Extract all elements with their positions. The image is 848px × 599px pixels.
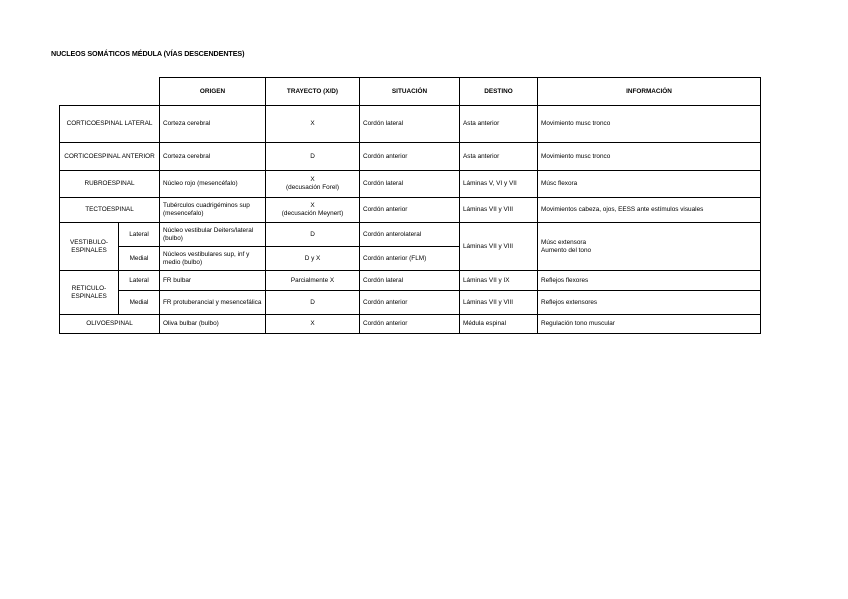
situacion-cell: Cordón anterior (360, 198, 460, 223)
header-destino: DESTINO (460, 78, 538, 106)
trayecto-note: (decusación Meynert) (281, 210, 344, 217)
situacion-cell: Cordón anterior (FLM) (360, 247, 460, 271)
table-row (60, 171, 761, 198)
trayecto-cell (266, 198, 360, 223)
informacion-cell: Reflejos extensores (538, 291, 761, 315)
origen-cell: FR bulbar (160, 271, 266, 291)
header-row (60, 78, 761, 106)
pathway-name: VESTIBULO-ESPINALES (60, 223, 119, 271)
header-informacion: INFORMACIÓN (538, 78, 761, 106)
trayecto-cell: X (266, 315, 360, 334)
header-trayecto: TRAYECTO (X/D) (266, 78, 360, 106)
origen-cell: Corteza cerebral (160, 143, 266, 171)
informacion-line: Aumento del tono (541, 246, 592, 254)
pathway-name: RUBROESPINAL (60, 171, 160, 198)
informacion-cell: Movimiento musc tronco (538, 106, 761, 143)
pathway-name: CORTICOESPINAL LATERAL (60, 106, 160, 143)
situacion-cell: Cordón anterior (360, 291, 460, 315)
destino-cell: Médula espinal (460, 315, 538, 334)
table-row (60, 223, 761, 247)
trayecto-note: (decusación Forel) (286, 184, 339, 191)
table-row (60, 315, 761, 334)
pathway-name: RETICULO-ESPINALES (60, 271, 119, 315)
destino-cell: Asta anterior (460, 106, 538, 143)
destino-cell: Láminas V, VI y VII (460, 171, 538, 198)
header-situacion: SITUACIÓN (360, 78, 460, 106)
header-origen: ORIGEN (160, 78, 266, 106)
subpathway-label: Lateral (119, 271, 160, 291)
situacion-cell: Cordón anterolateral (360, 223, 460, 247)
origen-cell: Núcleo vestibular Deiters/lateral (bulbo) (160, 223, 266, 247)
trayecto-cell (266, 171, 360, 198)
informacion-cell (538, 223, 761, 271)
situacion-cell: Cordón lateral (360, 106, 460, 143)
table-row (60, 143, 761, 171)
table-row (60, 271, 761, 291)
subpathway-label: Medial (119, 291, 160, 315)
origen-cell: Tubérculos cuadrigéminos sup (mesencefalo) (160, 198, 266, 223)
header-blank-cell (60, 78, 160, 106)
situacion-cell: Cordón lateral (360, 271, 460, 291)
origen-cell: FR protuberancial y mesencefálica (160, 291, 266, 315)
trayecto-cell: D y X (266, 247, 360, 271)
table-row (60, 106, 761, 143)
document-title: NUCLEOS SOMÁTICOS MÉDULA (VÍAS DESCENDENTES) (51, 49, 245, 58)
destino-cell: Láminas VII y VIII (460, 198, 538, 223)
informacion-line: Músc extensora (541, 238, 587, 246)
destino-cell: Láminas VII y IX (460, 271, 538, 291)
destino-cell: Láminas VII y VIII (460, 223, 538, 271)
trayecto-cell: D (266, 223, 360, 247)
pathway-name: TECTOESPINAL (60, 198, 160, 223)
origen-cell: Corteza cerebral (160, 106, 266, 143)
table-row (60, 198, 761, 223)
trayecto-cell: D (266, 143, 360, 171)
origen-cell: Núcleos vestibulares sup, inf y medio (bulbo) (160, 247, 266, 271)
destino-cell: Asta anterior (460, 143, 538, 171)
informacion-cell: Músc flexora (538, 171, 761, 198)
informacion-cell: Movimiento musc tronco (538, 143, 761, 171)
descending-pathways-table (59, 77, 761, 334)
situacion-cell: Cordón anterior (360, 143, 460, 171)
trayecto-cell: Parcialmente X (266, 271, 360, 291)
situacion-cell: Cordón lateral (360, 171, 460, 198)
subpathway-label: Lateral (119, 223, 160, 247)
origen-cell: Núcleo rojo (mesencéfalo) (160, 171, 266, 198)
informacion-cell: Movimientos cabeza, ojos, EESS ante estímulos visuales (538, 198, 761, 223)
subpathway-label: Medial (119, 247, 160, 271)
informacion-cell: Regulación tono muscular (538, 315, 761, 334)
trayecto-cell: D (266, 291, 360, 315)
pathway-name: OLIVOESPINAL (60, 315, 160, 334)
informacion-cell: Reflejos flexores (538, 271, 761, 291)
trayecto-value: X (310, 176, 315, 183)
origen-cell: Oliva bulbar (bulbo) (160, 315, 266, 334)
pathway-name: CORTICOESPINAL ANTERIOR (60, 143, 160, 171)
situacion-cell: Cordón anterior (360, 315, 460, 334)
trayecto-value: X (310, 202, 315, 209)
trayecto-cell: X (266, 106, 360, 143)
table-row (60, 291, 761, 315)
destino-cell: Láminas VII y VIII (460, 291, 538, 315)
